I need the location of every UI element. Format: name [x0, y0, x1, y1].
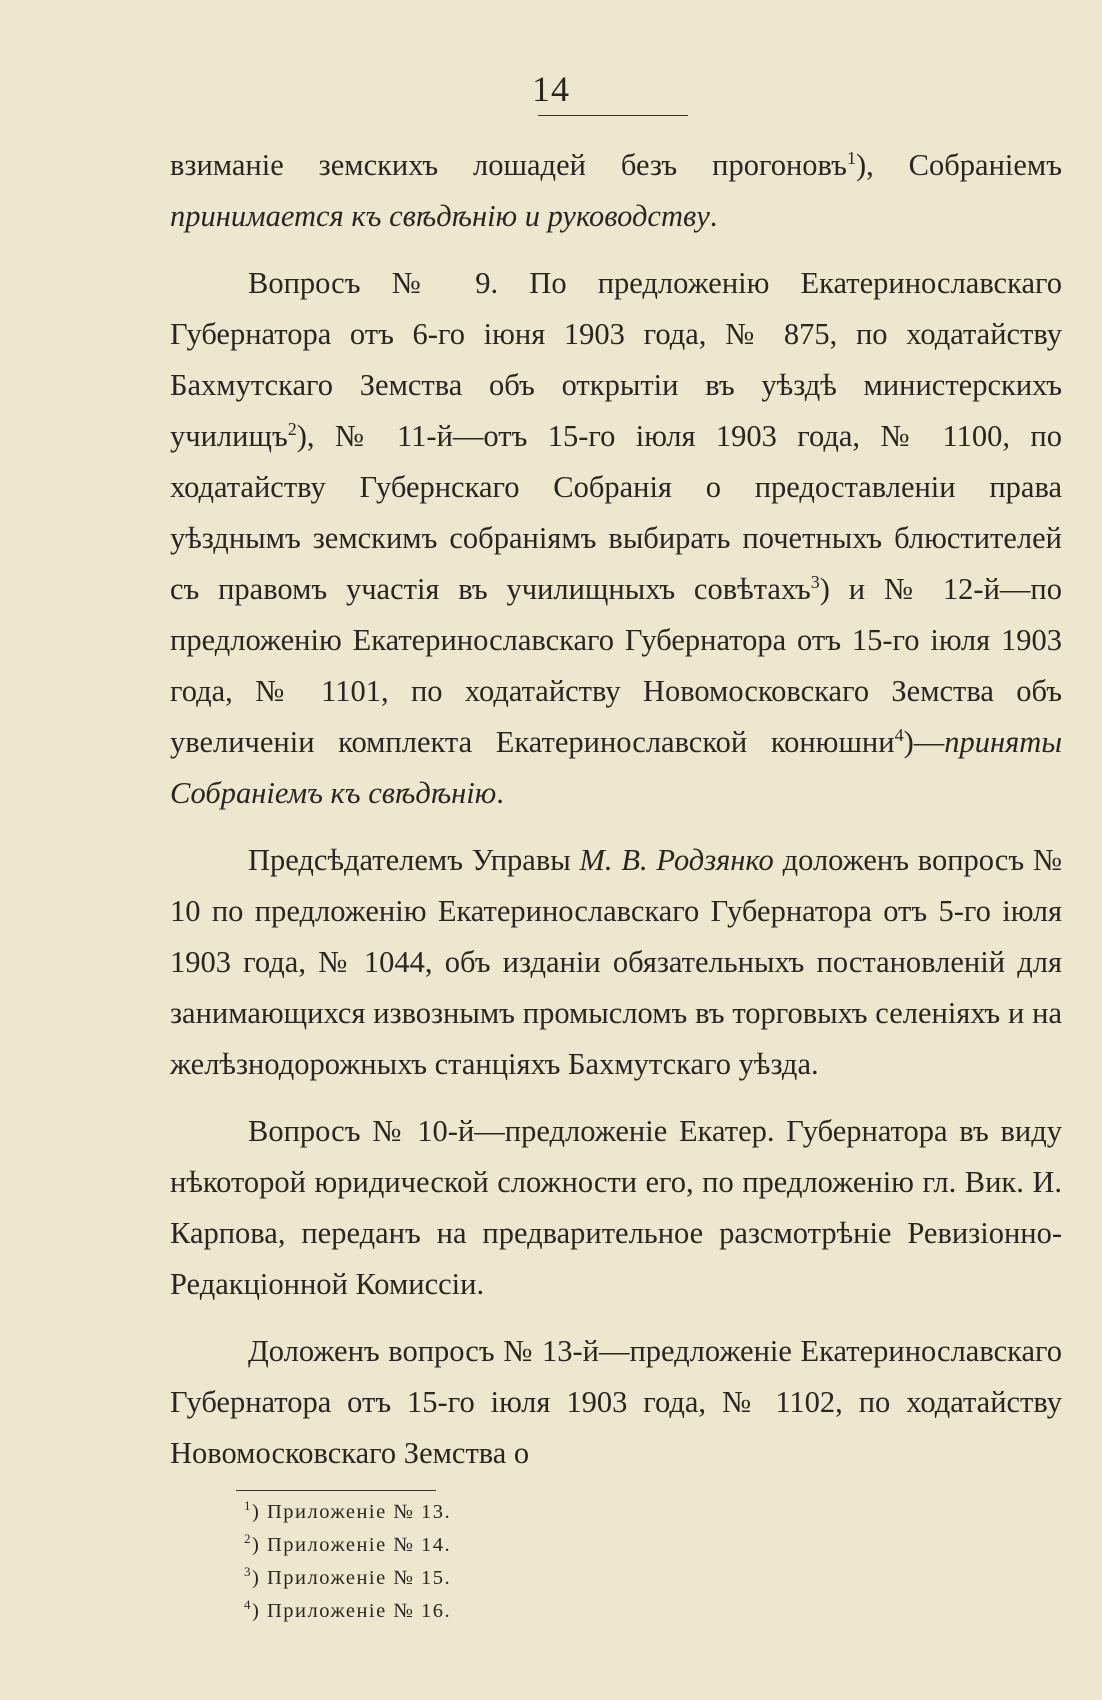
- text-segment: Вопросъ № 10-й—предложеніе Екатер. Губернатора въ виду нѣкоторой юридической сложности его, по предложенію гл. Вик. И. Карпова, переданъ на предварительное разсмотрѣніе Ревизіонно-Редакціонной Комиссіи.: [170, 1114, 1062, 1301]
- footnote-rule: [236, 1490, 436, 1491]
- footnote-text: ) Приложеніе № 16.: [252, 1600, 452, 1622]
- footnotes: [244, 1496, 451, 1628]
- text-segment: ) и № 12-й—по предложенію Екатеринославскаго Губернатора отъ 15-го іюля 1903 года, № 1101, по ходатайству Новомосковскаго Земства объ увеличеніи комплекта Екатеринославской конюшни: [170, 572, 1062, 759]
- paragraph: [170, 258, 1062, 819]
- footnote-ref: 4: [894, 724, 904, 745]
- text-segment: ), Собраніемъ: [855, 148, 1062, 182]
- page-number: 14: [532, 69, 570, 109]
- text-segment: Доложенъ вопросъ № 13-й—предложеніе Екатеринославскаго Губернатора отъ 15-го іюля 1903 года, № 1102, по ходатайству Новомосковскаго Земства о: [170, 1334, 1062, 1470]
- paragraph: [170, 1326, 1062, 1479]
- footnote-text: ) Приложеніе № 13.: [252, 1501, 452, 1523]
- footnote-mark: 4: [244, 1597, 252, 1613]
- paragraph: [170, 835, 1062, 1090]
- footnote-text: ) Приложеніе № 14.: [252, 1534, 452, 1556]
- footnote: [244, 1529, 451, 1562]
- header-rule: [538, 115, 688, 116]
- footnote: [244, 1496, 451, 1529]
- footnote-mark: 1: [244, 1498, 252, 1514]
- footnote: [244, 1595, 451, 1628]
- body-text: [170, 140, 1062, 1495]
- text-segment: взиманіе земскихъ лошадей безъ прогоновъ: [170, 148, 847, 182]
- text-segment: ), № 11-й—отъ 15-го іюля 1903 года, № 1100, по ходатайству Губернскаго Собранія о предоставленіи права уѣзднымъ земскимъ собраніямъ выбирать почетныхъ блюстителей съ правомъ участія въ училищныхъ совѣтахъ: [170, 419, 1062, 606]
- text-segment: Предсѣдателемъ Управы: [248, 843, 580, 877]
- italic-text: М. В. Родзянко: [579, 843, 774, 877]
- italic-text: приняты Собраніемъ къ свѣдѣнію: [170, 725, 1062, 810]
- footnote: [244, 1562, 451, 1595]
- text-segment: Вопросъ № 9. По предложенію Екатеринославскаго Губернатора отъ 6-го іюня 1903 года, № 875, по ходатайству Бахмутскаго Земства объ открытіи въ уѣздѣ министерскихъ училищъ: [170, 266, 1062, 453]
- footnote-ref: 1: [846, 147, 856, 168]
- text-segment: .: [496, 776, 504, 810]
- footnote-ref: 2: [287, 418, 297, 439]
- paragraph: [170, 140, 1062, 242]
- footnote-mark: 2: [244, 1531, 252, 1547]
- text-segment: )—: [903, 725, 945, 759]
- footnote-text: ) Приложеніе № 15.: [252, 1567, 452, 1589]
- text-segment: доложенъ вопросъ № 10 по предложенію Екатеринославскаго Губернатора отъ 5-го іюля 1903 года, № 1044, объ изданіи обязательныхъ постановленій для занимающихся извознымъ промысломъ въ торговыхъ селеніяхъ и на желѣзнодорожныхъ станціяхъ Бахмутскаго уѣзда.: [170, 843, 1063, 1081]
- footnote-mark: 3: [244, 1564, 252, 1580]
- footnote-ref: 3: [810, 571, 820, 592]
- paragraph: [170, 1106, 1062, 1310]
- text-segment: .: [709, 199, 718, 233]
- italic-text: принимается къ свѣдѣнію и руководству: [170, 199, 710, 233]
